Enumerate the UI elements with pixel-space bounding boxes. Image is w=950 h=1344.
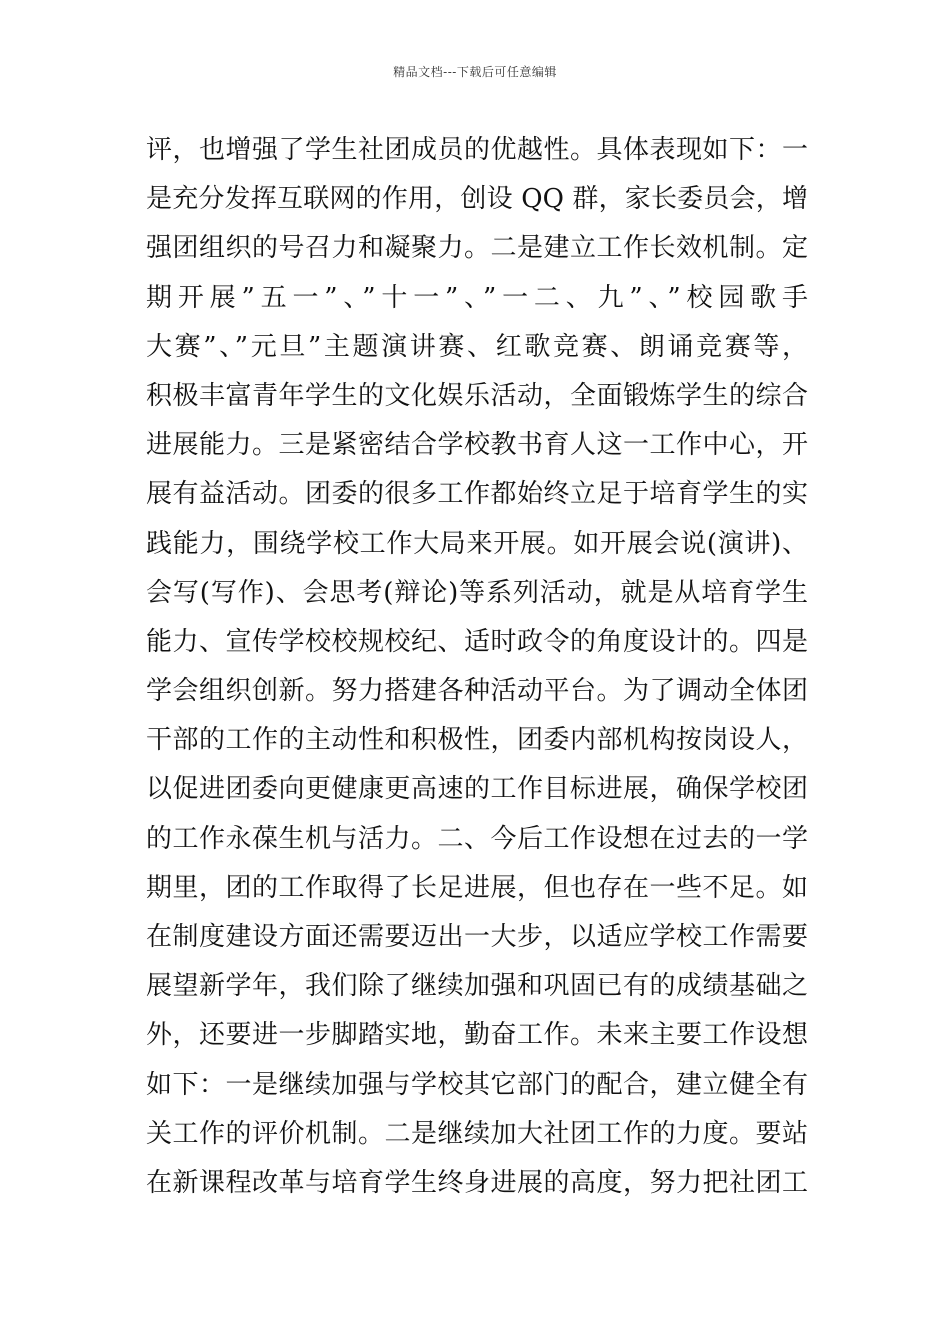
text-line-1: 评，也增强了学生社团成员的优越性。具体表现如下：一: [146, 135, 808, 165]
text-line-9: 践能力，围绕学校工作大局来开展。如开展会说(演讲)、: [146, 528, 808, 559]
text-line-21: 关工作的评价机制。二是继续加大社团工作的力度。要站: [146, 1118, 808, 1149]
text-line-5: 大赛”、”元旦”主题演讲赛、红歌竞赛、朗诵竞赛等，: [146, 331, 808, 362]
page-header: 精品文档---下载后可任意编辑: [393, 65, 557, 79]
text-line-14: 以促进团委向更健康更高速的工作目标进展，确保学校团: [146, 774, 808, 805]
text-line-22: 在新课程改革与培育学生终身进展的高度，努力把社团工: [146, 1167, 808, 1198]
text-line-7: 进展能力。三是紧密结合学校教书育人这一工作中心，开: [146, 430, 808, 461]
text-line-15: 的工作永葆生机与活力。二、今后工作设想在过去的一学: [146, 823, 808, 854]
text-line-16: 期里，团的工作取得了长足进展，但也存在一些不足。如: [146, 872, 808, 903]
text-line-10: 会写(写作)、会思考(辩论)等系列活动，就是从培育学生: [146, 577, 808, 608]
text-line-4: 期开展”五一”、”十一”、”一二、九”、”校园歌手: [146, 282, 808, 313]
text-line-13: 干部的工作的主动性和积极性，团委内部机构按岗设人，: [146, 725, 808, 756]
text-line-8: 展有益活动。团委的很多工作都始终立足于培育学生的实: [146, 479, 808, 510]
text-line-6: 积极丰富青年学生的文化娱乐活动，全面锻炼学生的综合: [146, 380, 808, 411]
text-line-18: 展望新学年，我们除了继续加强和巩固已有的成绩基础之: [146, 971, 808, 1002]
text-line-11: 能力、宣传学校校规校纪、适时政令的角度设计的。四是: [146, 626, 808, 657]
text-line-17: 在制度建设方面还需要迈出一大步，以适应学校工作需要: [146, 922, 808, 952]
text-line-3: 强团组织的号召力和凝聚力。二是建立工作长效机制。定: [146, 233, 808, 264]
text-line-20: 如下：一是继续加强与学校其它部门的配合，建立健全有: [146, 1069, 808, 1100]
body-text: [146, 126, 808, 1208]
text-line-2: 是充分发挥互联网的作用，创设 QQ 群，家长委员会，增: [146, 184, 808, 215]
text-line-12: 学会组织创新。努力搭建各种活动平台。为了调动全体团: [146, 676, 808, 707]
text-line-19: 外，还要进一步脚踏实地，勤奋工作。未来主要工作设想: [146, 1020, 808, 1051]
